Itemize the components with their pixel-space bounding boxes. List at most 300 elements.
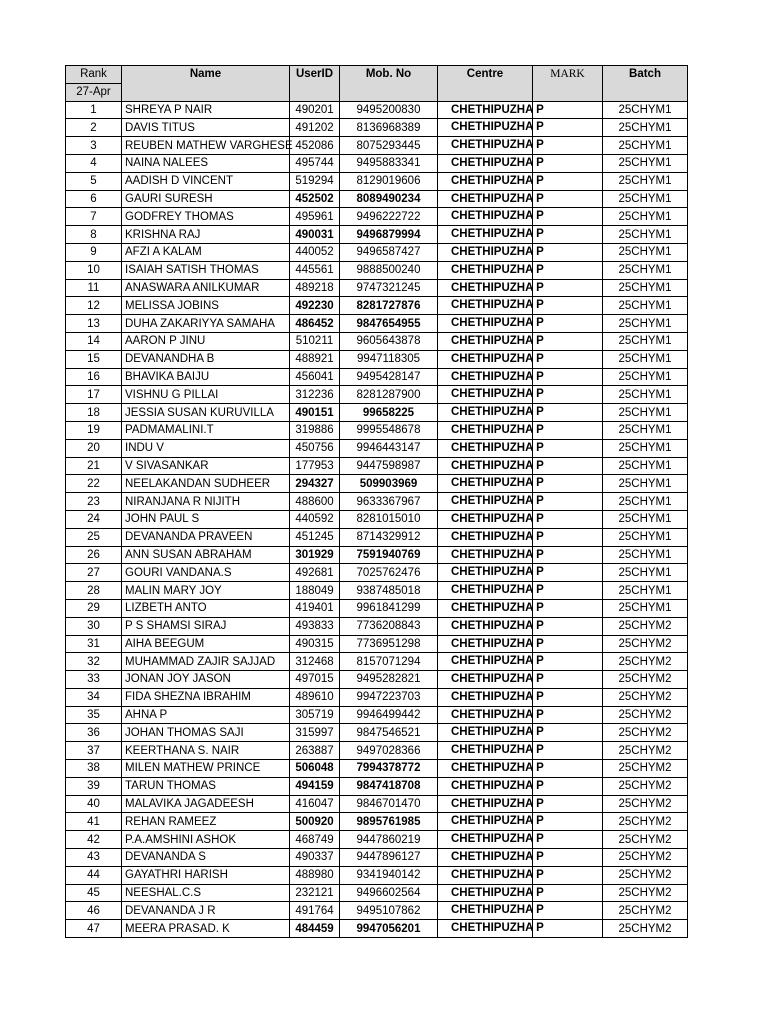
- name-cell: MELISSA JOBINS: [122, 297, 290, 315]
- userid-cell: 490201: [290, 101, 340, 119]
- batch-cell: 25CHYM1: [603, 386, 688, 404]
- mobile-cell: 8714329912: [340, 528, 438, 546]
- header-centre: Centre: [438, 66, 533, 102]
- batch-cell: 25CHYM1: [603, 154, 688, 172]
- name-cell: SHREYA P NAIR: [122, 101, 290, 119]
- rank-cell: 10: [66, 261, 122, 279]
- name-cell: REUBEN MATHEW VARGHESE: [122, 137, 290, 155]
- centre-cell: CHETHIPUZHA P: [438, 386, 533, 404]
- batch-cell: 25CHYM1: [603, 546, 688, 564]
- rank-cell: 23: [66, 493, 122, 511]
- centre-cell: CHETHIPUZHA P: [438, 119, 533, 137]
- mobile-cell: 9961841299: [340, 599, 438, 617]
- name-cell: NEESHAL.C.S: [122, 884, 290, 902]
- rank-cell: 5: [66, 172, 122, 190]
- mobile-cell: 8136968389: [340, 119, 438, 137]
- name-cell: AIHA BEEGUM: [122, 635, 290, 653]
- userid-cell: 294327: [290, 475, 340, 493]
- batch-cell: 25CHYM2: [603, 724, 688, 742]
- mobile-cell: 8281727876: [340, 297, 438, 315]
- userid-cell: 319886: [290, 421, 340, 439]
- centre-cell: CHETHIPUZHA P: [438, 457, 533, 475]
- centre-cell: CHETHIPUZHA P: [438, 564, 533, 582]
- userid-cell: 492681: [290, 564, 340, 582]
- mobile-cell: 9605643878: [340, 332, 438, 350]
- mobile-cell: 8075293445: [340, 137, 438, 155]
- batch-cell: 25CHYM1: [603, 564, 688, 582]
- table-row: [66, 724, 688, 742]
- name-cell: NIRANJANA R NIJITH: [122, 493, 290, 511]
- userid-cell: 305719: [290, 706, 340, 724]
- batch-cell: 25CHYM1: [603, 243, 688, 261]
- centre-cell: CHETHIPUZHA P: [438, 493, 533, 511]
- name-cell: AHNA P: [122, 706, 290, 724]
- userid-cell: 495744: [290, 154, 340, 172]
- table-row: [66, 582, 688, 600]
- centre-cell: CHETHIPUZHA P: [438, 404, 533, 422]
- mobile-cell: 9946499442: [340, 706, 438, 724]
- batch-cell: 25CHYM2: [603, 831, 688, 849]
- mobile-cell: 9496879994: [340, 226, 438, 244]
- userid-cell: 490031: [290, 226, 340, 244]
- table-row: [66, 635, 688, 653]
- batch-cell: 25CHYM1: [603, 172, 688, 190]
- centre-cell: CHETHIPUZHA P: [438, 137, 533, 155]
- table-row: [66, 350, 688, 368]
- table-row: [66, 742, 688, 760]
- name-cell: V SIVASANKAR: [122, 457, 290, 475]
- mobile-cell: 9947223703: [340, 688, 438, 706]
- rank-cell: 12: [66, 297, 122, 315]
- batch-cell: 25CHYM1: [603, 119, 688, 137]
- table-row: [66, 457, 688, 475]
- mobile-cell: 7994378772: [340, 760, 438, 778]
- table-row: [66, 510, 688, 528]
- centre-cell: CHETHIPUZHA P: [438, 724, 533, 742]
- mobile-cell: 7591940769: [340, 546, 438, 564]
- batch-cell: 25CHYM2: [603, 813, 688, 831]
- name-cell: DEVANANDHA B: [122, 350, 290, 368]
- centre-cell: CHETHIPUZHA P: [438, 243, 533, 261]
- userid-cell: 301929: [290, 546, 340, 564]
- centre-cell: CHETHIPUZHA P: [438, 172, 533, 190]
- rank-cell: 15: [66, 350, 122, 368]
- rank-cell: 20: [66, 439, 122, 457]
- batch-cell: 25CHYM2: [603, 795, 688, 813]
- mobile-cell: 9846701470: [340, 795, 438, 813]
- batch-cell: 25CHYM1: [603, 297, 688, 315]
- userid-cell: 519294: [290, 172, 340, 190]
- table-row: [66, 332, 688, 350]
- rank-cell: 45: [66, 884, 122, 902]
- centre-cell: CHETHIPUZHA P: [438, 831, 533, 849]
- batch-cell: 25CHYM2: [603, 920, 688, 938]
- table-row: [66, 154, 688, 172]
- centre-cell: CHETHIPUZHA P: [438, 190, 533, 208]
- rank-cell: 42: [66, 831, 122, 849]
- mobile-cell: 7025762476: [340, 564, 438, 582]
- rank-cell: 9: [66, 243, 122, 261]
- rank-cell: 21: [66, 457, 122, 475]
- rank-cell: 32: [66, 653, 122, 671]
- table-row: [66, 190, 688, 208]
- centre-cell: CHETHIPUZHA P: [438, 902, 533, 920]
- mobile-cell: 9495883341: [340, 154, 438, 172]
- userid-cell: 188049: [290, 582, 340, 600]
- header-userid: UserID: [290, 66, 340, 102]
- rank-cell: 33: [66, 671, 122, 689]
- userid-cell: 493833: [290, 617, 340, 635]
- centre-cell: CHETHIPUZHA P: [438, 154, 533, 172]
- userid-cell: 488921: [290, 350, 340, 368]
- table-row: [66, 671, 688, 689]
- centre-cell: CHETHIPUZHA P: [438, 350, 533, 368]
- mobile-cell: 9447896127: [340, 849, 438, 867]
- rank-cell: 7: [66, 208, 122, 226]
- name-cell: MEERA PRASAD. K: [122, 920, 290, 938]
- centre-cell: CHETHIPUZHA P: [438, 653, 533, 671]
- centre-cell: CHETHIPUZHA P: [438, 261, 533, 279]
- rank-cell: 22: [66, 475, 122, 493]
- batch-cell: 25CHYM1: [603, 404, 688, 422]
- name-cell: P.A.AMSHINI ASHOK: [122, 831, 290, 849]
- name-cell: BHAVIKA BAIJU: [122, 368, 290, 386]
- centre-cell: CHETHIPUZHA P: [438, 884, 533, 902]
- batch-cell: 25CHYM1: [603, 421, 688, 439]
- name-cell: LIZBETH ANTO: [122, 599, 290, 617]
- batch-cell: 25CHYM2: [603, 760, 688, 778]
- mobile-cell: 9495282821: [340, 671, 438, 689]
- centre-cell: CHETHIPUZHA P: [438, 582, 533, 600]
- centre-cell: CHETHIPUZHA P: [438, 315, 533, 333]
- mobile-cell: 8157071294: [340, 653, 438, 671]
- rank-cell: 27: [66, 564, 122, 582]
- mobile-cell: 9946443147: [340, 439, 438, 457]
- userid-cell: 489610: [290, 688, 340, 706]
- rank-cell: 44: [66, 866, 122, 884]
- name-cell: AADISH D VINCENT: [122, 172, 290, 190]
- centre-cell: CHETHIPUZHA P: [438, 510, 533, 528]
- centre-cell: CHETHIPUZHA P: [438, 332, 533, 350]
- table-row: [66, 599, 688, 617]
- centre-cell: CHETHIPUZHA P: [438, 421, 533, 439]
- mobile-cell: 9497028366: [340, 742, 438, 760]
- name-cell: DAVIS TITUS: [122, 119, 290, 137]
- mobile-cell: 8281287900: [340, 386, 438, 404]
- table-row: [66, 368, 688, 386]
- userid-cell: 497015: [290, 671, 340, 689]
- name-cell: KEERTHANA S. NAIR: [122, 742, 290, 760]
- rank-cell: 28: [66, 582, 122, 600]
- batch-cell: 25CHYM1: [603, 332, 688, 350]
- userid-cell: 488600: [290, 493, 340, 511]
- rank-cell: 31: [66, 635, 122, 653]
- userid-cell: 468749: [290, 831, 340, 849]
- name-cell: GOURI VANDANA.S: [122, 564, 290, 582]
- userid-cell: 440052: [290, 243, 340, 261]
- mobile-cell: 99658225: [340, 404, 438, 422]
- name-cell: NAINA NALEES: [122, 154, 290, 172]
- table-row: [66, 528, 688, 546]
- centre-cell: CHETHIPUZHA P: [438, 617, 533, 635]
- name-cell: ANASWARA ANILKUMAR: [122, 279, 290, 297]
- centre-cell: CHETHIPUZHA P: [438, 635, 533, 653]
- name-cell: AARON P JINU: [122, 332, 290, 350]
- batch-cell: 25CHYM1: [603, 261, 688, 279]
- mobile-cell: 9447598987: [340, 457, 438, 475]
- rank-cell: 41: [66, 813, 122, 831]
- name-cell: DEVANANDA J R: [122, 902, 290, 920]
- batch-cell: 25CHYM1: [603, 279, 688, 297]
- userid-cell: 489218: [290, 279, 340, 297]
- table-row: [66, 297, 688, 315]
- table-row: [66, 546, 688, 564]
- centre-cell: CHETHIPUZHA P: [438, 813, 533, 831]
- batch-cell: 25CHYM1: [603, 315, 688, 333]
- mobile-cell: 9495200830: [340, 101, 438, 119]
- batch-cell: 25CHYM2: [603, 742, 688, 760]
- batch-cell: 25CHYM1: [603, 582, 688, 600]
- table-row: [66, 653, 688, 671]
- table-row: [66, 493, 688, 511]
- table-row: [66, 849, 688, 867]
- table-row: [66, 884, 688, 902]
- batch-cell: 25CHYM2: [603, 884, 688, 902]
- mobile-cell: 9847546521: [340, 724, 438, 742]
- batch-cell: 25CHYM1: [603, 528, 688, 546]
- name-cell: GAURI SURESH: [122, 190, 290, 208]
- batch-cell: 25CHYM1: [603, 226, 688, 244]
- mobile-cell: 9947056201: [340, 920, 438, 938]
- userid-cell: 416047: [290, 795, 340, 813]
- name-cell: INDU V: [122, 439, 290, 457]
- name-cell: GAYATHRI HARISH: [122, 866, 290, 884]
- table-row: [66, 902, 688, 920]
- batch-cell: 25CHYM2: [603, 866, 688, 884]
- name-cell: AFZI A KALAM: [122, 243, 290, 261]
- batch-cell: 25CHYM1: [603, 101, 688, 119]
- table-row: [66, 777, 688, 795]
- table-row: [66, 119, 688, 137]
- rank-cell: 43: [66, 849, 122, 867]
- name-cell: MUHAMMAD ZAJIR SAJJAD: [122, 653, 290, 671]
- header-name: Name: [122, 66, 290, 102]
- centre-cell: CHETHIPUZHA P: [438, 101, 533, 119]
- mobile-cell: 9341940142: [340, 866, 438, 884]
- batch-cell: 25CHYM1: [603, 368, 688, 386]
- rank-cell: 11: [66, 279, 122, 297]
- rank-cell: 18: [66, 404, 122, 422]
- centre-cell: CHETHIPUZHA P: [438, 866, 533, 884]
- rank-cell: 39: [66, 777, 122, 795]
- mobile-cell: 9495107862: [340, 902, 438, 920]
- batch-cell: 25CHYM2: [603, 902, 688, 920]
- mobile-cell: 9447860219: [340, 831, 438, 849]
- userid-cell: 490337: [290, 849, 340, 867]
- userid-cell: 263887: [290, 742, 340, 760]
- rank-cell: 25: [66, 528, 122, 546]
- centre-cell: CHETHIPUZHA P: [438, 439, 533, 457]
- batch-cell: 25CHYM2: [603, 671, 688, 689]
- table-row: [66, 617, 688, 635]
- name-cell: DEVANANDA S: [122, 849, 290, 867]
- name-cell: MILEN MATHEW PRINCE: [122, 760, 290, 778]
- name-cell: NEELAKANDAN SUDHEER: [122, 475, 290, 493]
- name-cell: JOHN PAUL S: [122, 510, 290, 528]
- header-batch: Batch: [603, 66, 688, 102]
- name-cell: VISHNU G PILLAI: [122, 386, 290, 404]
- name-cell: TARUN THOMAS: [122, 777, 290, 795]
- table-row: [66, 226, 688, 244]
- centre-cell: CHETHIPUZHA P: [438, 599, 533, 617]
- centre-cell: CHETHIPUZHA P: [438, 208, 533, 226]
- rank-cell: 46: [66, 902, 122, 920]
- header-mark: MARK: [533, 66, 603, 102]
- centre-cell: CHETHIPUZHA P: [438, 688, 533, 706]
- userid-cell: 486452: [290, 315, 340, 333]
- userid-cell: 312236: [290, 386, 340, 404]
- userid-cell: 494159: [290, 777, 340, 795]
- rank-cell: 40: [66, 795, 122, 813]
- header-rank: Rank: [66, 66, 122, 84]
- mobile-cell: 9747321245: [340, 279, 438, 297]
- table-row: [66, 101, 688, 119]
- rank-cell: 29: [66, 599, 122, 617]
- centre-cell: CHETHIPUZHA P: [438, 920, 533, 938]
- centre-cell: CHETHIPUZHA P: [438, 297, 533, 315]
- header-date: 27-Apr: [66, 83, 122, 101]
- rank-cell: 47: [66, 920, 122, 938]
- name-cell: JONAN JOY JASON: [122, 671, 290, 689]
- table-row: [66, 261, 688, 279]
- rank-cell: 38: [66, 760, 122, 778]
- userid-cell: 490151: [290, 404, 340, 422]
- userid-cell: 315997: [290, 724, 340, 742]
- centre-cell: CHETHIPUZHA P: [438, 226, 533, 244]
- userid-cell: 490315: [290, 635, 340, 653]
- centre-cell: CHETHIPUZHA P: [438, 706, 533, 724]
- batch-cell: 25CHYM1: [603, 137, 688, 155]
- name-cell: REHAN RAMEEZ: [122, 813, 290, 831]
- userid-cell: 440592: [290, 510, 340, 528]
- batch-cell: 25CHYM2: [603, 635, 688, 653]
- table-row: [66, 421, 688, 439]
- name-cell: DEVANANDA PRAVEEN: [122, 528, 290, 546]
- table-row: [66, 831, 688, 849]
- rank-list-table: [65, 65, 688, 938]
- userid-cell: 484459: [290, 920, 340, 938]
- name-cell: JESSIA SUSAN KURUVILLA: [122, 404, 290, 422]
- table-row: [66, 475, 688, 493]
- name-cell: KRISHNA RAJ: [122, 226, 290, 244]
- mobile-cell: 9847418708: [340, 777, 438, 795]
- rank-cell: 35: [66, 706, 122, 724]
- userid-cell: 452086: [290, 137, 340, 155]
- batch-cell: 25CHYM2: [603, 688, 688, 706]
- batch-cell: 25CHYM1: [603, 510, 688, 528]
- batch-cell: 25CHYM2: [603, 653, 688, 671]
- centre-cell: CHETHIPUZHA P: [438, 279, 533, 297]
- centre-cell: CHETHIPUZHA P: [438, 849, 533, 867]
- userid-cell: 177953: [290, 457, 340, 475]
- rank-cell: 19: [66, 421, 122, 439]
- rank-cell: 16: [66, 368, 122, 386]
- batch-cell: 25CHYM1: [603, 439, 688, 457]
- batch-cell: 25CHYM1: [603, 599, 688, 617]
- name-cell: P S SHAMSI SIRAJ: [122, 617, 290, 635]
- name-cell: DUHA ZAKARIYYA SAMAHA: [122, 315, 290, 333]
- mobile-cell: 9496587427: [340, 243, 438, 261]
- mobile-cell: 9633367967: [340, 493, 438, 511]
- userid-cell: 232121: [290, 884, 340, 902]
- name-cell: GODFREY THOMAS: [122, 208, 290, 226]
- centre-cell: CHETHIPUZHA P: [438, 760, 533, 778]
- userid-cell: 500920: [290, 813, 340, 831]
- name-cell: MALIN MARY JOY: [122, 582, 290, 600]
- userid-cell: 506048: [290, 760, 340, 778]
- name-cell: ANN SUSAN ABRAHAM: [122, 546, 290, 564]
- mobile-cell: 7736208843: [340, 617, 438, 635]
- mobile-cell: 9496602564: [340, 884, 438, 902]
- centre-cell: CHETHIPUZHA P: [438, 475, 533, 493]
- batch-cell: 25CHYM2: [603, 706, 688, 724]
- table-row: [66, 404, 688, 422]
- rank-cell: 24: [66, 510, 122, 528]
- batch-cell: 25CHYM1: [603, 493, 688, 511]
- rank-cell: 3: [66, 137, 122, 155]
- userid-cell: 492230: [290, 297, 340, 315]
- rank-cell: 36: [66, 724, 122, 742]
- rank-cell: 26: [66, 546, 122, 564]
- userid-cell: 488980: [290, 866, 340, 884]
- userid-cell: 452502: [290, 190, 340, 208]
- rank-cell: 6: [66, 190, 122, 208]
- mobile-cell: 8089490234: [340, 190, 438, 208]
- mobile-cell: 9995548678: [340, 421, 438, 439]
- name-cell: PADMAMALINI.T: [122, 421, 290, 439]
- mobile-cell: 9888500240: [340, 261, 438, 279]
- centre-cell: CHETHIPUZHA P: [438, 777, 533, 795]
- table-row: [66, 866, 688, 884]
- name-cell: MALAVIKA JAGADEESH: [122, 795, 290, 813]
- userid-cell: 450756: [290, 439, 340, 457]
- userid-cell: 456041: [290, 368, 340, 386]
- rank-cell: 14: [66, 332, 122, 350]
- header-row: [66, 66, 688, 84]
- rank-cell: 30: [66, 617, 122, 635]
- batch-cell: 25CHYM2: [603, 777, 688, 795]
- batch-cell: 25CHYM2: [603, 849, 688, 867]
- table-row: [66, 688, 688, 706]
- userid-cell: 312468: [290, 653, 340, 671]
- centre-cell: CHETHIPUZHA P: [438, 546, 533, 564]
- table-row: [66, 208, 688, 226]
- batch-cell: 25CHYM1: [603, 190, 688, 208]
- table-row: [66, 439, 688, 457]
- batch-cell: 25CHYM1: [603, 350, 688, 368]
- mobile-cell: 9895761985: [340, 813, 438, 831]
- mobile-cell: 9496222722: [340, 208, 438, 226]
- table-row: [66, 920, 688, 938]
- rank-cell: 17: [66, 386, 122, 404]
- table-row: [66, 706, 688, 724]
- mobile-cell: 8281015010: [340, 510, 438, 528]
- centre-cell: CHETHIPUZHA P: [438, 368, 533, 386]
- name-cell: JOHAN THOMAS SAJI: [122, 724, 290, 742]
- batch-cell: 25CHYM2: [603, 617, 688, 635]
- table-row: [66, 813, 688, 831]
- centre-cell: CHETHIPUZHA P: [438, 795, 533, 813]
